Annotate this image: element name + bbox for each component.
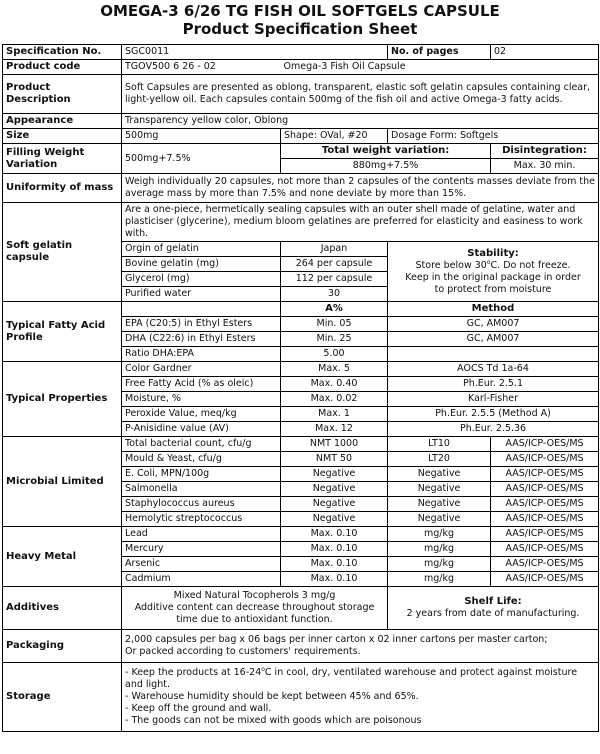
metal-label: Heavy Metal — [3, 527, 122, 587]
total-weight-value: 880mg+7.5% — [281, 159, 491, 174]
metal-unit: mg/kg — [388, 527, 491, 542]
fill-value: 500mg+7.5% — [122, 144, 281, 174]
microbial-label: Microbial Limited — [3, 437, 122, 527]
metal-unit: mg/kg — [388, 557, 491, 572]
uniformity-value: Weigh individually 20 capsules, not more than 2 capsules of the contents masses deviate from the average mass by more than 7.5% and none deviate by more than 15%. — [122, 174, 599, 203]
microbial-name: Staphylococcus aureus — [122, 497, 281, 512]
row-spec-no — [3, 45, 599, 60]
row-packaging — [3, 630, 599, 663]
metal-value: Max. 0.10 — [281, 572, 388, 587]
metal-name: Lead — [122, 527, 281, 542]
gelatin-row-name: Glycerol (mg) — [122, 272, 281, 287]
stability-note: Keep in the original package in order to protect from moisture — [405, 271, 581, 295]
packaging-label: Packaging — [3, 630, 122, 663]
shelf-life-value: 2 years from date of manufacturing. — [406, 608, 580, 619]
row-fatty-header — [3, 302, 599, 317]
spec-no-value: SGC0011 — [122, 45, 388, 60]
microbial-value: NMT 50 — [281, 452, 388, 467]
description-label: Product Description — [3, 75, 122, 114]
storage-line4: - The goods can not be mixed with goods which are poisonous — [125, 715, 422, 726]
row-additives — [3, 587, 599, 630]
metal-name: Mercury — [122, 542, 281, 557]
fatty-label: Typical Fatty Acid Profile — [3, 302, 122, 362]
fatty-row-value: Min. 05 — [281, 317, 388, 332]
spec-table — [2, 44, 599, 732]
microbial-name: Salmonella — [122, 482, 281, 497]
document-subtitle: Product Specification Sheet — [182, 20, 418, 38]
microbial-value: Negative — [281, 497, 388, 512]
additives-label: Additives — [3, 587, 122, 630]
packaging-line2: Or packed according to customers' requirements. — [125, 646, 361, 657]
metal-method: AAS/ICP-OES/MS — [491, 542, 599, 557]
metal-value: Max. 0.10 — [281, 557, 388, 572]
fatty-row-name: Ratio DHA:EPA — [122, 347, 281, 362]
row-storage — [3, 663, 599, 732]
disintegration-value: Max. 30 min. — [491, 159, 599, 174]
dosage-value: Dosage Form: Softgels — [388, 129, 599, 144]
description-value: Soft Capsules are presented as oblong, transparent, elastic soft gelatin capsules containing clear, light-yellow oil. Each capsules contain 500mg of the fish oil and active Omega-3 fatty acids. — [122, 75, 599, 114]
microbial-value: Negative — [281, 482, 388, 497]
storage-line2: - Warehouse humidity should be kept between 45% and 65%. — [125, 691, 419, 702]
property-row — [3, 362, 599, 377]
gelatin-row-name: Bovine gelatin (mg) — [122, 257, 281, 272]
microbial-value: NMT 1000 — [281, 437, 388, 452]
fatty-col-a: A% — [281, 302, 388, 317]
property-value: Max. 1 — [281, 407, 388, 422]
shelf-life-box — [388, 587, 599, 630]
storage-box — [122, 663, 599, 732]
property-name: P-Anisidine value (AV) — [122, 422, 281, 437]
properties-label: Typical Properties — [3, 362, 122, 437]
microbial-value: Negative — [281, 467, 388, 482]
shape-value: Shape: OVal, #20 — [281, 129, 388, 144]
microbial-unit: LT20 — [388, 452, 491, 467]
storage-line3: - Keep off the ground and wall. — [125, 703, 272, 714]
row-description — [3, 75, 599, 114]
metal-name: Arsenic — [122, 557, 281, 572]
fatty-row-value: 5.00 — [281, 347, 388, 362]
gelatin-row-name: Purified water — [122, 287, 281, 302]
storage-label: Storage — [3, 663, 122, 732]
fatty-row-method: GC, AM007 — [388, 317, 599, 332]
document-title: OMEGA-3 6/26 TG FISH OIL SOFTGELS CAPSULE — [100, 2, 500, 20]
microbial-method: AAS/ICP-OES/MS — [491, 497, 599, 512]
row-uniformity — [3, 174, 599, 203]
appearance-value: Transparency yellow color, Oblong — [122, 114, 599, 129]
row-appearance — [3, 114, 599, 129]
microbial-method: AAS/ICP-OES/MS — [491, 482, 599, 497]
gelatin-row-value: 112 per capsule — [281, 272, 388, 287]
size-label: Size — [3, 129, 122, 144]
microbial-unit: Negative — [388, 512, 491, 527]
microbial-unit: Negative — [388, 497, 491, 512]
storage-line1: - Keep the products at 16-24$^o$C in cool, dry, ventilated warehouse and protect against moisture and light. — [125, 665, 578, 690]
gelatin-label: Soft gelatin capsule — [3, 203, 122, 302]
product-code-value: TGOV500 6 26 - 02 — [122, 60, 281, 75]
gelatin-row-value: 264 per capsule — [281, 257, 388, 272]
microbial-unit: LT10 — [388, 437, 491, 452]
row-filling-weight — [3, 144, 599, 159]
microbial-method: AAS/ICP-OES/MS — [491, 437, 599, 452]
metal-method: AAS/ICP-OES/MS — [491, 557, 599, 572]
property-value: Max. 5 — [281, 362, 388, 377]
property-method: AOCS Td 1a-64 — [388, 362, 599, 377]
fatty-row-value: Min. 25 — [281, 332, 388, 347]
property-method: Karl-Fisher — [388, 392, 599, 407]
microbial-row — [3, 437, 599, 452]
microbial-value: Negative — [281, 512, 388, 527]
microbial-name: Mould & Yeast, cfu/g — [122, 452, 281, 467]
gelatin-row-name: Orgin of gelatin — [122, 242, 281, 257]
stability-box — [388, 242, 599, 302]
row-size — [3, 129, 599, 144]
fill-label: Filling Weight Variation — [3, 144, 122, 174]
metal-row — [3, 527, 599, 542]
fatty-row-name: DHA (C22:6) in Ethyl Esters — [122, 332, 281, 347]
additives-box — [122, 587, 388, 630]
gelatin-row-value: 30 — [281, 287, 388, 302]
row-product-code — [3, 60, 599, 75]
fatty-col-method: Method — [388, 302, 599, 317]
microbial-name: E. Coli, MPN/100g — [122, 467, 281, 482]
property-name: Moisture, % — [122, 392, 281, 407]
microbial-unit: Negative — [388, 467, 491, 482]
property-name: Free Fatty Acid (% as oleic) — [122, 377, 281, 392]
property-method: Ph.Eur. 2.5.36 — [388, 422, 599, 437]
microbial-unit: Negative — [388, 482, 491, 497]
stability-temp: Store below 30$^o$C. Do not freeze. — [415, 258, 571, 271]
product-name: Omega-3 Fish Oil Capsule — [281, 60, 599, 75]
size-value: 500mg — [122, 129, 281, 144]
packaging-box — [122, 630, 599, 663]
property-value: Max. 12 — [281, 422, 388, 437]
microbial-method: AAS/ICP-OES/MS — [491, 512, 599, 527]
disintegration-label: Disintegration: — [491, 144, 599, 159]
pages-label: No. of pages — [388, 45, 491, 60]
packaging-line1: 2,000 capsules per bag x 06 bags per inner carton x 02 inner cartons per master carton; — [125, 634, 548, 645]
spec-no-label: Specification No. — [3, 45, 122, 60]
product-code-label: Product code — [3, 60, 122, 75]
microbial-name: Hemolytic streptococcus — [122, 512, 281, 527]
total-weight-label: Total weight variation: — [281, 144, 491, 159]
microbial-name: Total bacterial count, cfu/g — [122, 437, 281, 452]
metal-value: Max. 0.10 — [281, 527, 388, 542]
additives-line1: Mixed Natural Tocopherols 3 mg/g — [173, 590, 336, 601]
row-gelatin-intro — [3, 203, 599, 242]
metal-unit: mg/kg — [388, 572, 491, 587]
property-method: Ph.Eur. 2.5.1 — [388, 377, 599, 392]
metal-value: Max. 0.10 — [281, 542, 388, 557]
microbial-method: AAS/ICP-OES/MS — [491, 467, 599, 482]
gelatin-intro: Are a one-piece, hermetically sealing capsules with an outer shell made of gelatine, water and plasticiser (glycerine), medium bloom gelatines are preferred for elasticity and easiness to work with. — [122, 203, 599, 242]
property-name: Color Gardner — [122, 362, 281, 377]
microbial-method: AAS/ICP-OES/MS — [491, 452, 599, 467]
pages-value: 02 — [491, 45, 599, 60]
fatty-row-method: GC, AM007 — [388, 332, 599, 347]
metal-method: AAS/ICP-OES/MS — [491, 527, 599, 542]
document-header — [0, 0, 600, 38]
property-value: Max. 0.40 — [281, 377, 388, 392]
fatty-row-method — [388, 347, 599, 362]
uniformity-label: Uniformity of mass — [3, 174, 122, 203]
metal-method: AAS/ICP-OES/MS — [491, 572, 599, 587]
fatty-row-name: EPA (C20:5) in Ethyl Esters — [122, 317, 281, 332]
appearance-label: Appearance — [3, 114, 122, 129]
property-value: Max. 0.02 — [281, 392, 388, 407]
gelatin-row-value: Japan — [281, 242, 388, 257]
metal-name: Cadmium — [122, 572, 281, 587]
stability-title: Stability: — [467, 247, 519, 259]
additives-line2: Additive content can decrease throughout storage time due to antioxidant function. — [134, 602, 375, 625]
property-method: Ph.Eur. 2.5.5 (Method A) — [388, 407, 599, 422]
shelf-life-title: Shelf Life: — [464, 596, 522, 607]
property-name: Peroxide Value, meq/kg — [122, 407, 281, 422]
metal-unit: mg/kg — [388, 542, 491, 557]
